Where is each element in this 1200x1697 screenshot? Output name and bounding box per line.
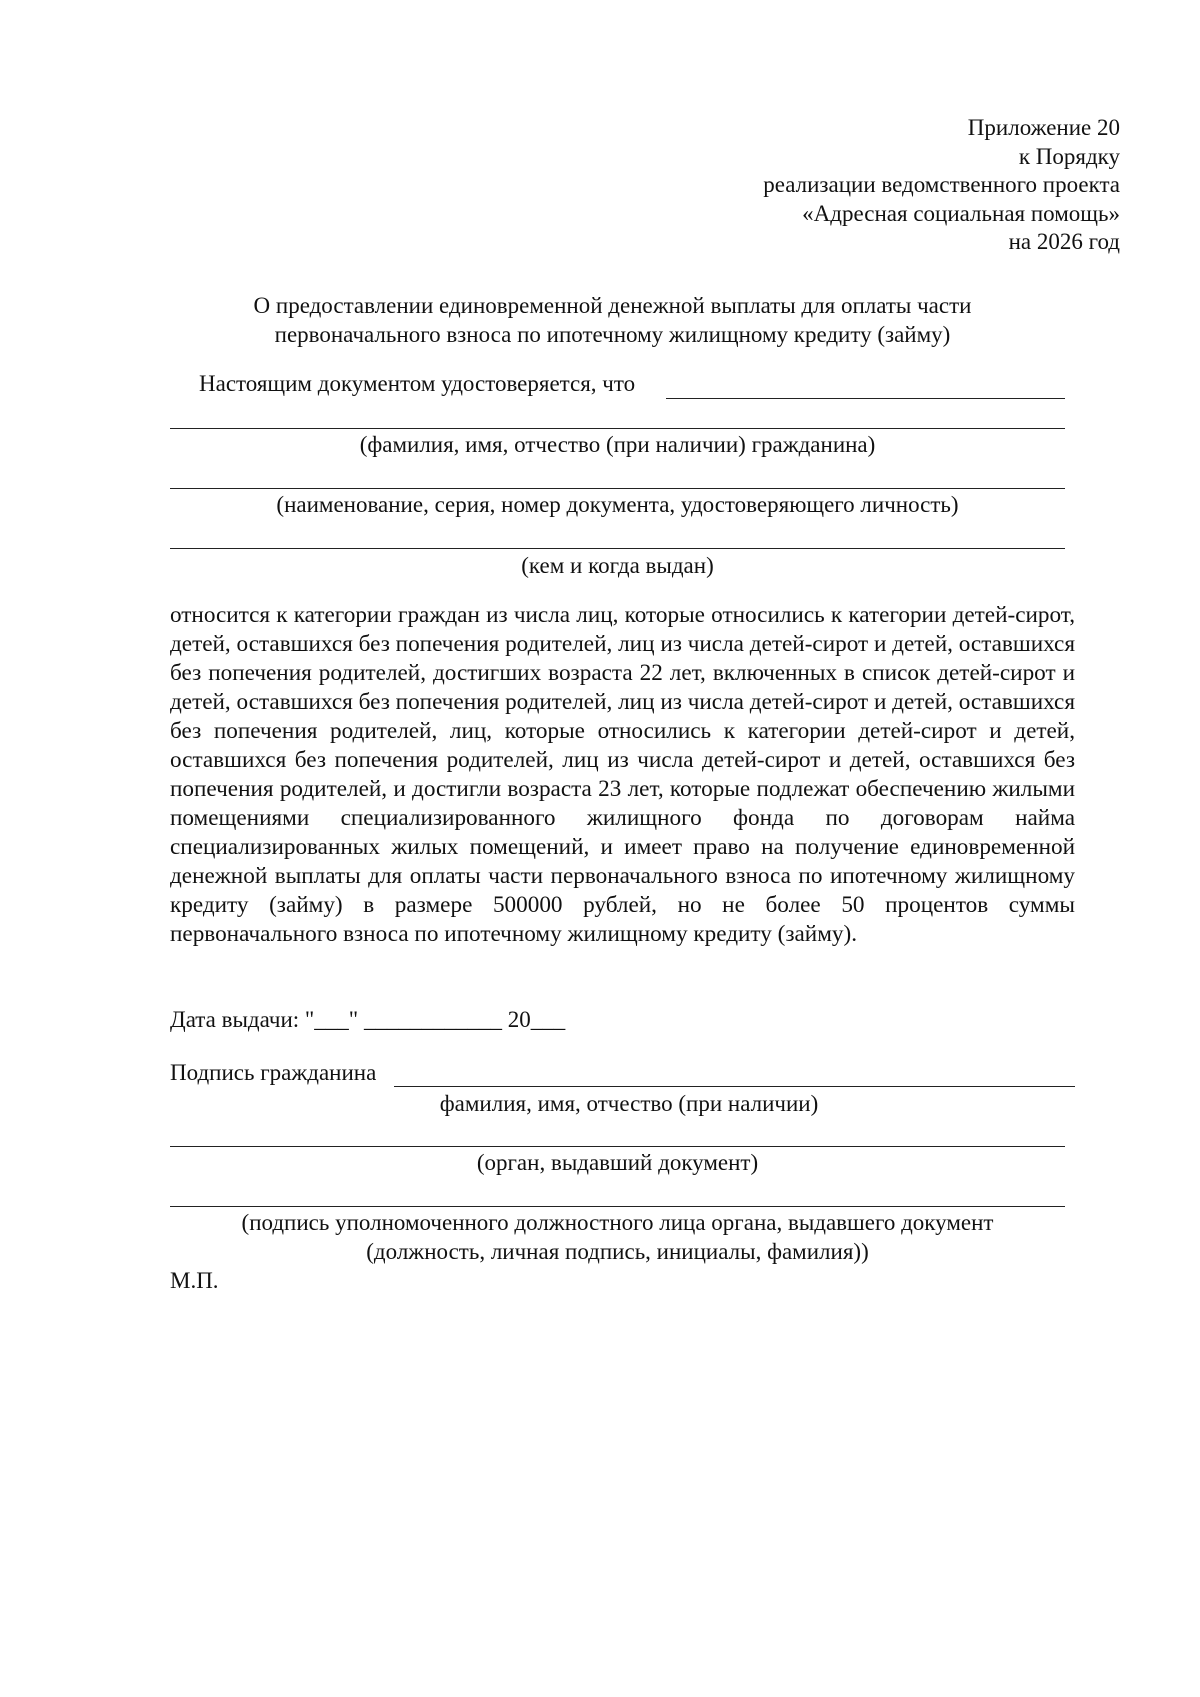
signature-label: Подпись гражданина	[170, 1060, 377, 1085]
certify-lead: Настоящим документом удостоверяется, что	[199, 371, 636, 396]
signature-fio-caption: фамилия, имя, отчество (при наличии)	[439, 1091, 819, 1116]
official-signature-line	[170, 1206, 1065, 1207]
appendix-project-name: «Адресная социальная помощь»	[802, 200, 1120, 226]
official-caption-line-2: (должность, личная подпись, инициалы, фамилия))	[366, 1239, 869, 1264]
appendix-number: Приложение 20	[967, 115, 1120, 140]
citizen-name-line-2	[170, 428, 1065, 429]
appendix-project: реализации ведомственного проекта	[763, 172, 1120, 197]
issued-caption: (кем и когда выдан)	[521, 553, 714, 578]
certificate-body: относится к категории граждан из числа лиц, которые относились к категории детей-сирот, детей, оставшихся без попечения родителей, лиц из числа детей-сирот и детей, оставшихся без попечения родителей, достигших возраста 22 лет, включенных в список детей-сирот и детей, оставшихся без попечения родителей, лиц из числа детей-сирот и детей, оставшихся без попечения родителей, лиц, которые относились к категории детей-сирот и детей, оставшихся без попечения родителей, лиц из числа детей-сирот и детей, оставшихся без попечения родителей, и достигли возраста 23 лет, которые подлежат обеспечению жилыми помещениями специализированного жилищного фонда по договорам найма специализированных жилых помещений, и имеет право на получение единовременной денежной выплаты для оплаты части первоначального взноса по ипотечному жилищному кредиту (займу) в размере 500000 рублей, но не более 50 процентов суммы первоначального взноса по ипотечному жилищному кредиту (займу).	[170, 602, 1075, 947]
document-title	[170, 292, 1055, 349]
appendix-year: на 2026 год	[1008, 229, 1120, 254]
issue-date: Дата выдачи: "___" ____________ 20___	[170, 1007, 566, 1032]
signature-field-line	[394, 1086, 1075, 1087]
appendix-reference: к Порядку	[1018, 143, 1120, 169]
title-line-1: О предоставлении единовременной денежной выплаты для оплаты части	[253, 293, 972, 318]
document-field-line	[170, 488, 1065, 489]
fio-caption: (фамилия, имя, отчество (при наличии) гражданина)	[359, 432, 876, 457]
official-caption-line-1: (подпись уполномоченного должностного лица органа, выдавшего документ	[241, 1210, 994, 1235]
citizen-name-field-line	[666, 398, 1065, 399]
organ-caption: (орган, выдавший документ)	[476, 1150, 759, 1175]
title-line-2: первоначального взноса по ипотечному жилищному кредиту (займу)	[274, 321, 951, 347]
stamp-place: М.П.	[170, 1268, 219, 1293]
appendix-header	[763, 114, 1120, 257]
document-caption: (наименование, серия, номер документа, удостоверяющего личность)	[276, 492, 959, 517]
issued-field-line	[170, 548, 1065, 549]
organ-field-line	[170, 1146, 1065, 1147]
